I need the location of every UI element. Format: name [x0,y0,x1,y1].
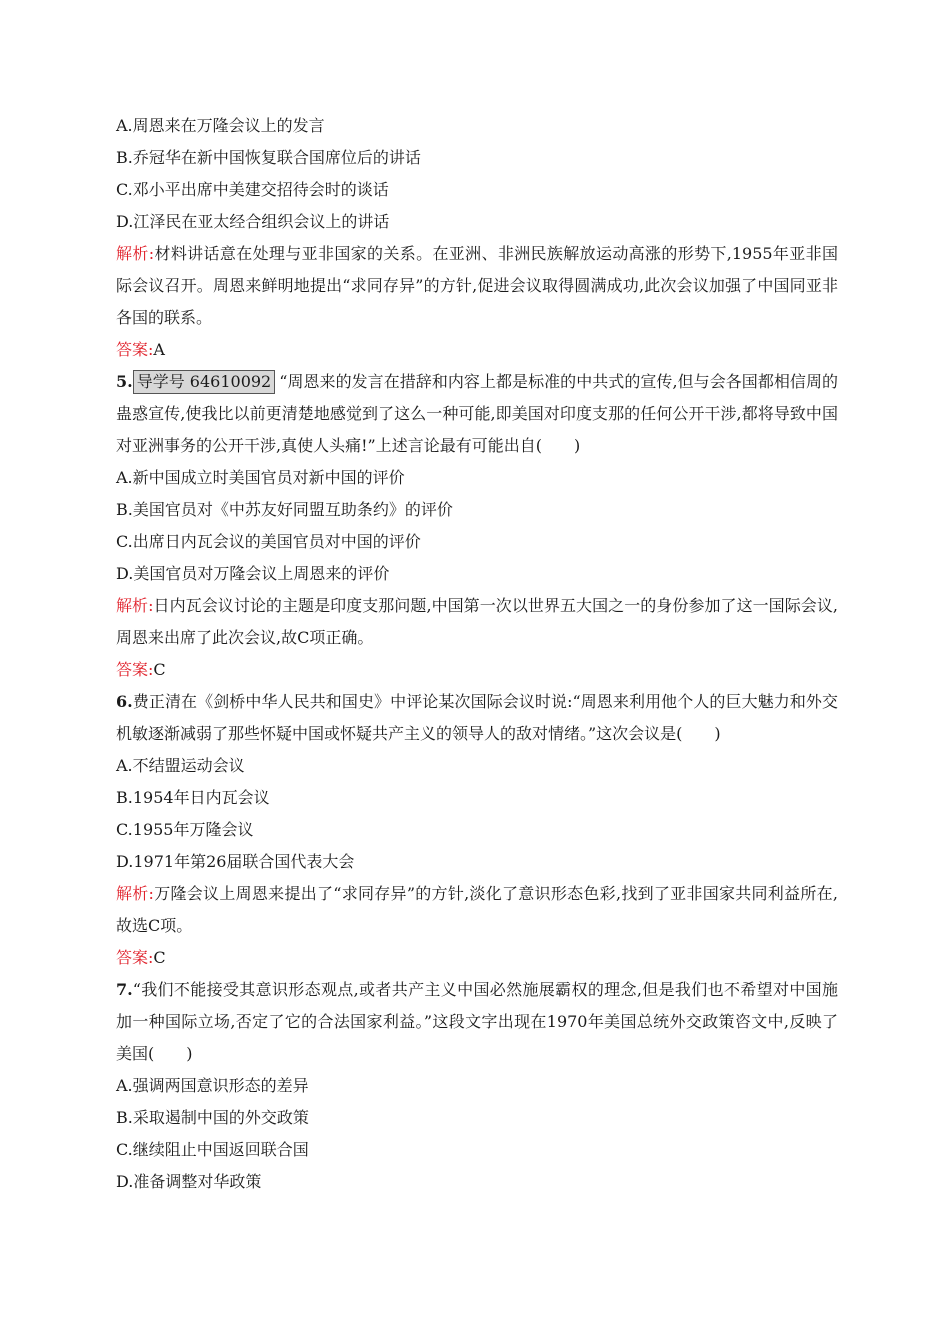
q7-stem [116,974,838,1070]
q6-option-a: A.不结盟运动会议 [116,756,245,775]
q5-answer-label: 答案: [116,660,154,679]
q5-answer [116,654,838,686]
q4-answer-label: 答案: [116,340,154,359]
q5-guide-number[interactable]: 导学号 64610092 [133,370,276,394]
q7-option-d: D.准备调整对华政策 [116,1172,262,1191]
q6-analysis [116,878,838,942]
q5-option-b: B.美国官员对《中苏友好同盟互助条约》的评价 [116,500,453,519]
q4-option-a: A.周恩来在万隆会议上的发言 [116,116,325,135]
q4-option-b: B.乔冠华在新中国恢复联合国席位后的讲话 [116,148,421,167]
q6-analysis-text: 万隆会议上周恩来提出了“求同存异”的方针,淡化了意识形态色彩,找到了亚非国家共同利益所在,故选C项。 [116,884,838,935]
q5-option-d: D.美国官员对万隆会议上周恩来的评价 [116,564,390,583]
q6-answer-value: C [153,948,166,967]
q7-stem-text: “我们不能接受其意识形态观点,或者共产主义中国必然施展霸权的理念,但是我们也不希望对中国施加一种国际立场,否定了它的合法国家利益。”这段文字出现在1970年美国总统外交政策咨文中,反映了美国( ) [116,980,838,1063]
q5-answer-value: C [153,660,166,679]
q6-answer-label: 答案: [116,948,154,967]
q5-stem [116,366,838,462]
q5-option-c: C.出席日内瓦会议的美国官员对中国的评价 [116,532,421,551]
q5-analysis-label: 解析: [116,596,154,615]
q6-analysis-label: 解析: [116,884,154,903]
q5-option-a: A.新中国成立时美国官员对新中国的评价 [116,468,405,487]
q7-number: 7. [116,980,133,999]
q6-number: 6. [116,692,133,711]
q4-options [116,110,838,238]
q7-option-b: B.采取遏制中国的外交政策 [116,1108,309,1127]
q7-option-c: C.继续阻止中国返回联合国 [116,1140,309,1159]
q4-option-c: C.邓小平出席中美建交招待会时的谈话 [116,180,389,199]
q4-analysis-text: 材料讲话意在处理与亚非国家的关系。在亚洲、非洲民族解放运动高涨的形势下,1955年亚非国际会议召开。周恩来鲜明地提出“求同存异”的方针,促进会议取得圆满成功,此次会议加强了中国同亚非各国的联系。 [116,244,838,327]
q6-option-c: C.1955年万隆会议 [116,820,254,839]
q5-options [116,462,838,590]
q5-analysis [116,590,838,654]
q4-option-d: D.江泽民在亚太经合组织会议上的讲话 [116,212,390,231]
q6-stem-text: 费正清在《剑桥中华人民共和国史》中评论某次国际会议时说:“周恩来利用他个人的巨大魅力和外交机敏逐渐减弱了那些怀疑中国或怀疑共产主义的领导人的敌对情绪。”这次会议是( ) [116,692,838,743]
q6-answer [116,942,838,974]
q4-answer-value: A [153,340,165,359]
q7-option-a: A.强调两国意识形态的差异 [116,1076,309,1095]
q4-answer [116,334,838,366]
q6-options [116,750,838,878]
q7-options [116,1070,838,1198]
q5-number: 5. [116,372,133,391]
q4-analysis-label: 解析: [116,244,155,263]
q4-analysis [116,238,838,334]
q5-stem-text: “周恩来的发言在措辞和内容上都是标准的中共式的宣传,但与会各国都相信周的蛊惑宣传,使我比以前更清楚地感觉到了这么一种可能,即美国对印度支那的任何公开干涉,都将导致中国对亚洲事务的公开干涉,真使人头痛!”上述言论最有可能出自( ) [116,372,838,455]
q6-option-d: D.1971年第26届联合国代表大会 [116,852,355,871]
q6-option-b: B.1954年日内瓦会议 [116,788,270,807]
q5-analysis-text: 日内瓦会议讨论的主题是印度支那问题,中国第一次以世界五大国之一的身份参加了这一国际会议,周恩来出席了此次会议,故C项正确。 [116,596,838,647]
q6-stem [116,686,838,750]
